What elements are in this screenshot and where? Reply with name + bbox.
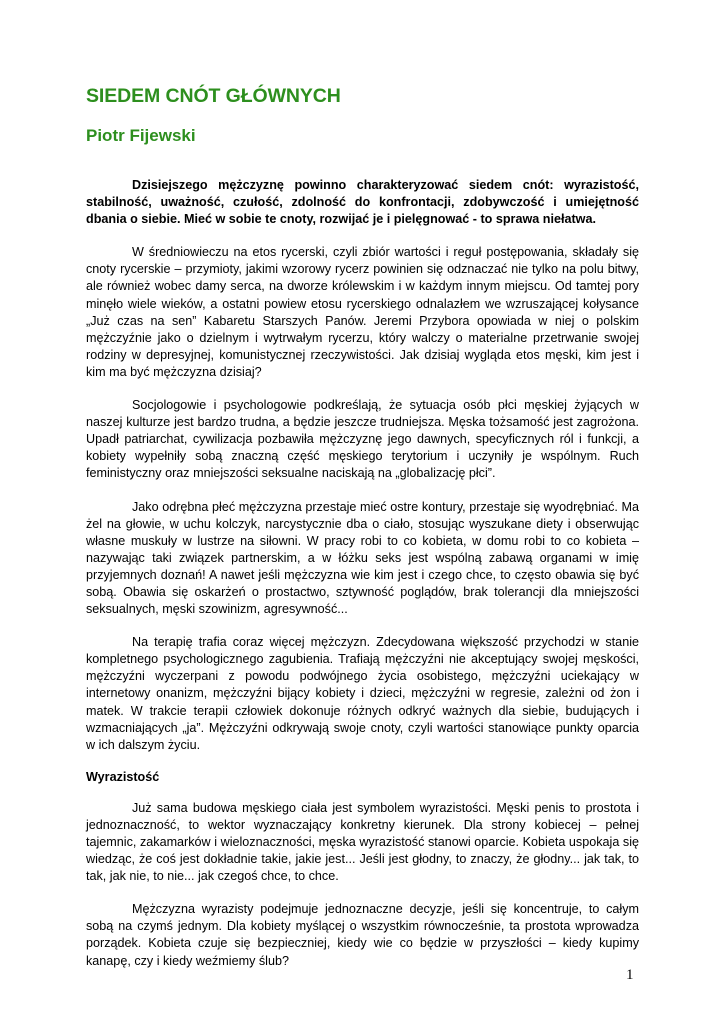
body-paragraph-2: Socjologowie i psychologowie podkreślają, że sytuacja osób płci męskiej żyjących w naszej kulturze jest bardzo trudna, a będzie jeszcze trudniejsza. Męska tożsamość jest zagrożona. Upadł patriarchat, cywilizacja pozbawiła mężczyznę jego dawnych, specyficznych ról i funkcji, a kobiety wypełniły sobą znaczną część męskiego terytorium i uczyniły je wspólnym. Ruch feministyczny oraz mniejszości seksualne naciskają na „globalizację płci”.	[86, 398, 639, 481]
body-paragraph-3: Jako odrębna płeć mężczyzna przestaje mieć ostre kontury, przestaje się wyodrębniać. Ma żel na głowie, w uchu kolczyk, narcystycznie dba o ciało, stosując wyszukane diety i obserwując własne muskuły w lustrze na siłowni. W pracy robi to co kobieta, w domu robi to co kobieta – nazywając taki związek partnerskim, a w łóżku seks jest wspólną zabawą organami w imię przyjemnych doznań! A nawet jeśli mężczyzna wie kim jest i czego chce, to często obawia się być sobą. Obawia się oskarżeń o prostactwo, sztywność poglądów, brak tolerancji dla mniejszości seksualnych, męski szowinizm, agresywność...	[86, 499, 639, 617]
page-number: 1	[626, 967, 634, 983]
body-paragraph-1: W średniowieczu na etos rycerski, czyli zbiór wartości i reguł postępowania, składały się cnoty rycerskie – przymioty, jakimi wzorowy rycerz powinien się odznaczać nie tylko na polu bitwy, ale również wobec damy serca, na dworze królewskim i w każdym innym miejscu. Od tamtej pory minęło wiele wieków, a ostatni powiew etosu rycerskiego odnalazłem we wzruszającej kołysance „Już czas na sen” Kabaretu Starszych Panów. Jeremi Przybora opowiada w niej o polskim mężczyźnie jako o dzielnym i wytrwałym rycerzu, który walczy o materialne przetrwanie swojej rodziny w depresyjnej, komunistycznej rzeczywistości. Jak dzisiaj wygląda etos męski, kim jest i kim ma być mężczyzna dzisiaj?	[86, 245, 639, 379]
section-paragraph-2: Mężczyzna wyrazisty podejmuje jednoznaczne decyzje, jeśli się koncentruje, to całym sobą na czymś jednym. Dla kobiety myślącej o wszystkim równocześnie, ta prostota wprowadza porządek. Kobieta czuje się bezpieczniej, kiedy wie co będzie w przyszłości – kiedy kupimy kanapę, czy i kiedy weźmiemy ślub?	[86, 902, 639, 968]
document-page	[86, 84, 639, 970]
section-paragraph-1: Już sama budowa męskiego ciała jest symbolem wyrazistości. Męski penis to prostota i jednoznaczność, to wektor wyznaczający konkretny kierunek. Dla strony kobiecej – pełnej tajemnic, zakamarków i wieloznaczności, męska wyrazistość stanowi oparcie. Kobieta uspokaja się wiedząc, że coś jest dokładnie takie, jakie jest... Jeśli jest głodny, to znaczy, że głodny... jak tak, to tak, jak nie, to nie... jak czegoś chce, to chce.	[86, 800, 639, 884]
document-author: Piotr Fijewski	[86, 126, 196, 145]
body-paragraph-4: Na terapię trafia coraz więcej mężczyzn. Zdecydowana większość przychodzi w stanie kompletnego psychologicznego zagubienia. Trafiają mężczyźni nie akceptujący swojej męskości, mężczyźni wyczerpani z powodu podwójnego życia osobistego, mężczyźni uciekający w internetowy onanizm, mężczyźni bijący kobiety i dzieci, mężczyźni w regresie, zależni od żon i matek. W trakcie terapii człowiek dokonuje różnych odkryć ważnych dla siebie, budujących i wzmacniających „ja”. Mężczyźni odkrywają swoje cnoty, czyli wartości stanowiące punkty oparcia w ich dalszym życiu.	[86, 635, 639, 752]
section-heading-wyrazistosc: Wyrazistość	[86, 769, 160, 784]
lead-paragraph: Dzisiejszego mężczyznę powinno charakteryzować siedem cnót: wyrazistość, stabilność, uważność, czułość, zdolność do konfrontacji, zdobywczość i umiejętność dbania o siebie. Mieć w sobie te cnoty, rozwijać je i pielęgnować - to sprawa niełatwa.	[86, 178, 639, 227]
document-title: SIEDEM CNÓT GŁÓWNYCH	[86, 85, 341, 107]
